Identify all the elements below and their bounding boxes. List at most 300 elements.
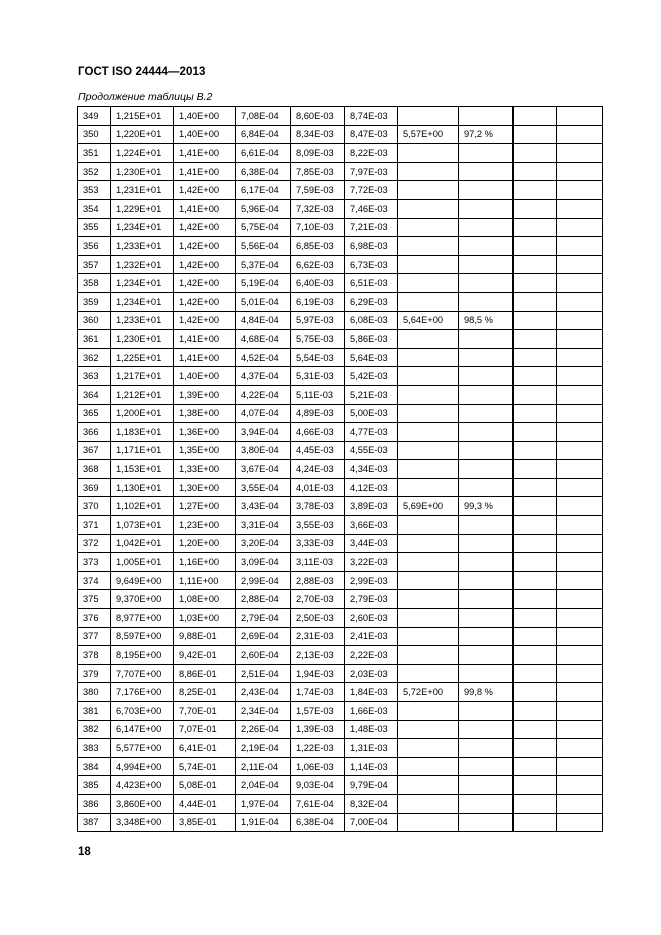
table-cell: 1,217E+01 — [111, 367, 174, 386]
table-cell: 3,43E-04 — [236, 497, 291, 516]
table-cell: 1,97E-04 — [236, 794, 291, 813]
table-cell — [557, 516, 603, 535]
table-cell: 385 — [78, 776, 111, 795]
table-cell: 2,41E-03 — [345, 627, 398, 646]
table-body — [78, 107, 603, 832]
table-cell — [398, 609, 459, 628]
table-cell — [398, 664, 459, 683]
table-cell — [513, 571, 557, 590]
table-cell — [557, 553, 603, 572]
table-cell — [459, 757, 513, 776]
table-cell — [459, 794, 513, 813]
table-cell: 1,005E+01 — [111, 553, 174, 572]
table-cell: 1,20E+00 — [174, 534, 236, 553]
table-cell: 4,01E-03 — [291, 478, 345, 497]
table-cell — [459, 292, 513, 311]
table-cell: 3,31E-04 — [236, 516, 291, 535]
table-cell: 2,69E-04 — [236, 627, 291, 646]
table-cell — [459, 739, 513, 758]
table-cell: 2,79E-04 — [236, 609, 291, 628]
table-cell — [513, 627, 557, 646]
table-cell — [459, 274, 513, 293]
table-cell — [513, 553, 557, 572]
table-cell: 7,97E-03 — [345, 162, 398, 181]
table-row — [78, 292, 603, 311]
table-cell — [398, 571, 459, 590]
table-cell: 1,23E+00 — [174, 516, 236, 535]
table-cell — [459, 813, 513, 832]
table-cell: 380 — [78, 683, 111, 702]
table-cell — [459, 516, 513, 535]
table-cell: 7,70E-01 — [174, 702, 236, 721]
table-cell: 350 — [78, 125, 111, 144]
table-cell — [513, 534, 557, 553]
table-cell: 3,348E+00 — [111, 813, 174, 832]
table-row — [78, 664, 603, 683]
table-cell: 3,860E+00 — [111, 794, 174, 813]
table-cell: 5,54E-03 — [291, 348, 345, 367]
table-cell — [513, 237, 557, 256]
table-cell: 9,649E+00 — [111, 571, 174, 590]
table-cell: 99,3 % — [459, 497, 513, 516]
table-cell: 1,08E+00 — [174, 590, 236, 609]
table-cell — [459, 330, 513, 349]
table-cell — [513, 348, 557, 367]
table-cell: 356 — [78, 237, 111, 256]
table-cell: 1,84E-03 — [345, 683, 398, 702]
table-row — [78, 274, 603, 293]
table-cell: 3,22E-03 — [345, 553, 398, 572]
table-cell: 2,99E-03 — [345, 571, 398, 590]
table-cell — [557, 794, 603, 813]
table-cell — [398, 144, 459, 163]
table-cell: 2,11E-04 — [236, 757, 291, 776]
table-cell: 1,40E+00 — [174, 107, 236, 126]
table-cell: 4,68E-04 — [236, 330, 291, 349]
document-header: ГОСТ ISO 24444—2013 — [78, 66, 206, 78]
table-cell: 4,22E-04 — [236, 385, 291, 404]
table-cell: 1,22E-03 — [291, 739, 345, 758]
table-cell: 1,232E+01 — [111, 255, 174, 274]
table-cell: 362 — [78, 348, 111, 367]
table-cell: 2,99E-04 — [236, 571, 291, 590]
table-cell — [513, 404, 557, 423]
table-cell — [557, 348, 603, 367]
table-cell — [398, 516, 459, 535]
table-cell: 2,51E-04 — [236, 664, 291, 683]
table-cell — [557, 478, 603, 497]
table-cell — [557, 385, 603, 404]
table-cell — [513, 609, 557, 628]
table-cell — [398, 404, 459, 423]
table-cell: 2,88E-04 — [236, 590, 291, 609]
table-cell: 363 — [78, 367, 111, 386]
table-cell: 5,00E-03 — [345, 404, 398, 423]
table-cell: 1,42E+00 — [174, 218, 236, 237]
table-cell: 6,84E-04 — [236, 125, 291, 144]
table-cell: 1,03E+00 — [174, 609, 236, 628]
table-cell: 375 — [78, 590, 111, 609]
table-cell — [459, 590, 513, 609]
table-cell: 9,79E-04 — [345, 776, 398, 795]
table-row — [78, 739, 603, 758]
table-cell — [459, 255, 513, 274]
table-cell: 6,51E-03 — [345, 274, 398, 293]
table-cell: 5,74E-01 — [174, 757, 236, 776]
table-cell: 1,66E-03 — [345, 702, 398, 721]
table-cell — [557, 646, 603, 665]
table-cell — [398, 627, 459, 646]
table-cell — [557, 423, 603, 442]
table-cell: 8,22E-03 — [345, 144, 398, 163]
table-cell: 3,20E-04 — [236, 534, 291, 553]
table-cell: 1,231E+01 — [111, 181, 174, 200]
table-cell: 2,13E-03 — [291, 646, 345, 665]
table-cell: 1,200E+01 — [111, 404, 174, 423]
table-cell: 4,44E-01 — [174, 794, 236, 813]
table-cell: 1,42E+00 — [174, 274, 236, 293]
table-row — [78, 627, 603, 646]
table-cell: 6,40E-03 — [291, 274, 345, 293]
table-cell — [557, 683, 603, 702]
table-cell: 1,40E+00 — [174, 367, 236, 386]
table-cell: 383 — [78, 739, 111, 758]
table-row — [78, 478, 603, 497]
table-cell — [459, 646, 513, 665]
table-cell: 6,08E-03 — [345, 311, 398, 330]
table-cell: 5,86E-03 — [345, 330, 398, 349]
table-cell — [459, 423, 513, 442]
table-cell: 9,370E+00 — [111, 590, 174, 609]
table-cell: 7,707E+00 — [111, 664, 174, 683]
table-cell: 1,42E+00 — [174, 181, 236, 200]
table-cell — [513, 330, 557, 349]
table-cell — [513, 311, 557, 330]
table-cell — [398, 460, 459, 479]
table-cell: 4,55E-03 — [345, 441, 398, 460]
page-number: 18 — [78, 846, 91, 858]
table-cell — [557, 144, 603, 163]
table-cell: 4,37E-04 — [236, 367, 291, 386]
table-cell: 6,41E-01 — [174, 739, 236, 758]
table-cell: 7,46E-03 — [345, 199, 398, 218]
table-cell — [513, 367, 557, 386]
table-cell — [513, 478, 557, 497]
table-cell: 1,40E+00 — [174, 125, 236, 144]
table-cell — [513, 646, 557, 665]
table-cell: 2,03E-03 — [345, 664, 398, 683]
table-cell: 1,11E+00 — [174, 571, 236, 590]
table-cell: 5,96E-04 — [236, 199, 291, 218]
table-cell: 7,176E+00 — [111, 683, 174, 702]
table-cell: 379 — [78, 664, 111, 683]
table-cell: 3,67E-04 — [236, 460, 291, 479]
table-cell: 387 — [78, 813, 111, 832]
table-cell: 367 — [78, 441, 111, 460]
table-cell — [459, 534, 513, 553]
table-row — [78, 255, 603, 274]
table-cell: 1,153E+01 — [111, 460, 174, 479]
table-cell: 8,977E+00 — [111, 609, 174, 628]
table-cell — [459, 162, 513, 181]
table-row — [78, 646, 603, 665]
table-cell: 378 — [78, 646, 111, 665]
table-row — [78, 107, 603, 126]
table-row — [78, 144, 603, 163]
table-cell — [513, 162, 557, 181]
table-cell: 1,36E+00 — [174, 423, 236, 442]
table-cell — [398, 478, 459, 497]
table-cell — [513, 125, 557, 144]
table-cell: 7,08E-04 — [236, 107, 291, 126]
table-cell: 5,97E-03 — [291, 311, 345, 330]
table-cell — [459, 237, 513, 256]
table-cell — [557, 292, 603, 311]
table-row — [78, 237, 603, 256]
table-cell: 4,12E-03 — [345, 478, 398, 497]
table-row — [78, 534, 603, 553]
table-cell — [398, 237, 459, 256]
table-cell — [459, 609, 513, 628]
table-cell — [459, 144, 513, 163]
table-cell: 3,78E-03 — [291, 497, 345, 516]
table-cell: 2,43E-04 — [236, 683, 291, 702]
table-cell: 365 — [78, 404, 111, 423]
table-cell: 8,195E+00 — [111, 646, 174, 665]
table-cell: 1,38E+00 — [174, 404, 236, 423]
table-cell: 355 — [78, 218, 111, 237]
table-cell — [557, 274, 603, 293]
table-cell — [398, 646, 459, 665]
table-cell — [398, 757, 459, 776]
table-cell: 384 — [78, 757, 111, 776]
table-cell — [557, 664, 603, 683]
table-cell — [459, 776, 513, 795]
table-cell — [557, 497, 603, 516]
table-cell — [513, 516, 557, 535]
table-cell: 1,233E+01 — [111, 311, 174, 330]
table-cell — [557, 460, 603, 479]
table-cell — [513, 441, 557, 460]
table-cell — [513, 460, 557, 479]
table-cell: 7,61E-04 — [291, 794, 345, 813]
table-cell: 5,21E-03 — [345, 385, 398, 404]
table-row — [78, 571, 603, 590]
table-cell: 5,37E-04 — [236, 255, 291, 274]
table-cell: 1,42E+00 — [174, 311, 236, 330]
table-cell: 1,225E+01 — [111, 348, 174, 367]
table-cell: 6,85E-03 — [291, 237, 345, 256]
table-cell — [398, 218, 459, 237]
table-cell: 3,55E-03 — [291, 516, 345, 535]
table-cell: 2,79E-03 — [345, 590, 398, 609]
table-cell: 8,60E-03 — [291, 107, 345, 126]
table-cell: 5,56E-04 — [236, 237, 291, 256]
table-cell: 1,073E+01 — [111, 516, 174, 535]
table-cell: 1,35E+00 — [174, 441, 236, 460]
table-cell: 382 — [78, 720, 111, 739]
table-cell: 381 — [78, 702, 111, 721]
table-cell — [557, 776, 603, 795]
table-cell: 371 — [78, 516, 111, 535]
table-cell — [513, 702, 557, 721]
table-row — [78, 162, 603, 181]
table-cell: 99,8 % — [459, 683, 513, 702]
table-cell — [398, 739, 459, 758]
table-cell — [398, 590, 459, 609]
table-cell: 1,234E+01 — [111, 292, 174, 311]
table-cell: 2,50E-03 — [291, 609, 345, 628]
table-cell — [513, 813, 557, 832]
table-cell: 2,88E-03 — [291, 571, 345, 590]
table-cell — [557, 311, 603, 330]
table-cell: 8,25E-01 — [174, 683, 236, 702]
table-cell: 6,38E-04 — [291, 813, 345, 832]
table-row — [78, 199, 603, 218]
table-cell — [557, 181, 603, 200]
table-cell: 3,80E-04 — [236, 441, 291, 460]
table-cell: 1,94E-03 — [291, 664, 345, 683]
table-cell: 2,60E-04 — [236, 646, 291, 665]
table-cell: 7,59E-03 — [291, 181, 345, 200]
table-cell — [459, 664, 513, 683]
table-cell: 4,52E-04 — [236, 348, 291, 367]
table-cell: 9,42E-01 — [174, 646, 236, 665]
table-cell: 3,66E-03 — [345, 516, 398, 535]
table-cell: 1,42E+00 — [174, 292, 236, 311]
table-cell: 5,57E+00 — [398, 125, 459, 144]
table-cell — [398, 534, 459, 553]
table-cell: 2,22E-03 — [345, 646, 398, 665]
table-cell: 4,77E-03 — [345, 423, 398, 442]
table-cell: 1,233E+01 — [111, 237, 174, 256]
table-cell — [557, 125, 603, 144]
table-cell: 2,31E-03 — [291, 627, 345, 646]
table-cell — [398, 720, 459, 739]
table-cell: 1,230E+01 — [111, 330, 174, 349]
table-cell: 5,31E-03 — [291, 367, 345, 386]
table-row — [78, 460, 603, 479]
table-cell — [513, 423, 557, 442]
table-cell: 3,85E-01 — [174, 813, 236, 832]
table-cell — [557, 162, 603, 181]
table-cell: 4,07E-04 — [236, 404, 291, 423]
table-cell — [513, 218, 557, 237]
table-cell: 1,42E+00 — [174, 237, 236, 256]
table-cell — [398, 794, 459, 813]
table-cell: 2,04E-04 — [236, 776, 291, 795]
table-cell — [459, 367, 513, 386]
table-cell: 5,42E-03 — [345, 367, 398, 386]
table-row — [78, 367, 603, 386]
table-cell: 386 — [78, 794, 111, 813]
table-cell — [398, 776, 459, 795]
table-cell — [557, 255, 603, 274]
table-cell: 4,994E+00 — [111, 757, 174, 776]
table-cell: 3,94E-04 — [236, 423, 291, 442]
table-cell — [398, 385, 459, 404]
table-cell: 6,703E+00 — [111, 702, 174, 721]
table-cell: 1,171E+01 — [111, 441, 174, 460]
table-cell: 6,147E+00 — [111, 720, 174, 739]
table-row — [78, 757, 603, 776]
table-row — [78, 702, 603, 721]
table-row — [78, 330, 603, 349]
table-cell: 1,41E+00 — [174, 348, 236, 367]
table-cell: 6,38E-04 — [236, 162, 291, 181]
table-row — [78, 385, 603, 404]
table-cell: 7,21E-03 — [345, 218, 398, 237]
table-cell: 1,130E+01 — [111, 478, 174, 497]
table-cell: 3,44E-03 — [345, 534, 398, 553]
table-cell — [513, 292, 557, 311]
table-cell — [557, 237, 603, 256]
table-cell — [513, 739, 557, 758]
table-cell: 4,89E-03 — [291, 404, 345, 423]
table-cell — [459, 181, 513, 200]
table-row — [78, 720, 603, 739]
table-cell: 1,234E+01 — [111, 274, 174, 293]
table-cell: 8,47E-03 — [345, 125, 398, 144]
data-table — [77, 106, 603, 832]
table-row — [78, 590, 603, 609]
table-row — [78, 404, 603, 423]
table-cell: 7,07E-01 — [174, 720, 236, 739]
table-cell — [557, 534, 603, 553]
table-row — [78, 553, 603, 572]
table-cell: 372 — [78, 534, 111, 553]
table-cell: 5,75E-03 — [291, 330, 345, 349]
table-cell: 360 — [78, 311, 111, 330]
table-cell: 1,06E-03 — [291, 757, 345, 776]
table-cell: 5,64E+00 — [398, 311, 459, 330]
table-cell — [459, 348, 513, 367]
table-cell — [398, 367, 459, 386]
table-cell — [557, 107, 603, 126]
table-cell: 351 — [78, 144, 111, 163]
table-cell: 1,27E+00 — [174, 497, 236, 516]
table-cell — [398, 255, 459, 274]
table-cell: 8,32E-04 — [345, 794, 398, 813]
table-cell: 5,75E-04 — [236, 218, 291, 237]
table-cell: 377 — [78, 627, 111, 646]
table-cell — [513, 144, 557, 163]
table-cell: 6,61E-04 — [236, 144, 291, 163]
table-cell — [513, 199, 557, 218]
table-cell: 1,39E-03 — [291, 720, 345, 739]
table-cell: 353 — [78, 181, 111, 200]
table-row — [78, 348, 603, 367]
table-cell: 6,73E-03 — [345, 255, 398, 274]
table-row — [78, 497, 603, 516]
table-cell: 3,09E-04 — [236, 553, 291, 572]
table-cell: 364 — [78, 385, 111, 404]
table-cell — [459, 404, 513, 423]
table-cell — [513, 274, 557, 293]
table-cell: 1,74E-03 — [291, 683, 345, 702]
table-cell — [513, 385, 557, 404]
table-cell: 6,62E-03 — [291, 255, 345, 274]
table-cell: 366 — [78, 423, 111, 442]
table-cell — [557, 739, 603, 758]
table-row — [78, 181, 603, 200]
table-cell: 4,34E-03 — [345, 460, 398, 479]
table-cell — [513, 590, 557, 609]
table-cell — [398, 553, 459, 572]
table-cell: 3,89E-03 — [345, 497, 398, 516]
table-cell: 1,91E-04 — [236, 813, 291, 832]
table-cell — [459, 627, 513, 646]
